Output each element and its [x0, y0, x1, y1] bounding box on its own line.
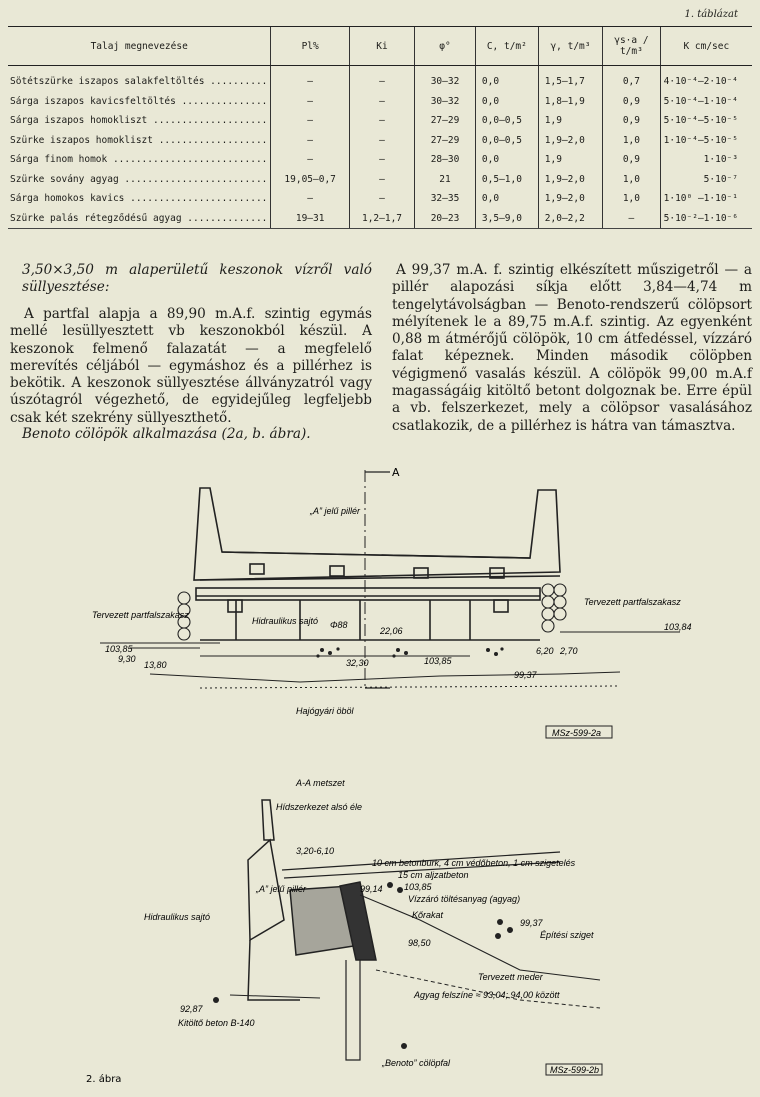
bridge-underside-label: Hídszerkezet alsó éle — [276, 802, 363, 812]
table-cell-gs: 0,7 — [603, 66, 660, 92]
table-row — [8, 66, 752, 92]
fill-concrete-label: Kitöltő beton B-140 — [178, 1018, 255, 1028]
dim-label: 103,84 — [664, 622, 692, 632]
col-header: Pl% — [271, 27, 350, 66]
table-row — [8, 92, 752, 112]
figure-2a-plan — [0, 460, 760, 750]
table-cell-ki: — — [349, 150, 414, 170]
section-heading-benoto: Benoto cölöpök alkalmazása (2a, b. ábra). — [22, 426, 311, 442]
dim-label: 3,20-6,10 — [296, 846, 335, 856]
table-cell-ki: — — [349, 111, 414, 131]
dim-label: 6,20 — [536, 646, 554, 656]
benoto-pile-label: „Benoto” cölöpfal — [382, 1058, 451, 1068]
dim-label: 13,80 — [144, 660, 167, 670]
table-cell-pl: 19,05—0,7 — [271, 170, 350, 190]
table-cell-ki: — — [349, 189, 414, 209]
table-cell-phi: 20—23 — [415, 209, 476, 229]
dim-label: 9,30 — [118, 654, 136, 664]
table-cell-phi: 30—32 — [415, 92, 476, 112]
dim-label: 103,85 — [424, 656, 452, 666]
table-row — [8, 209, 752, 229]
table-cell-k: 5·10⁻²—1·10⁻⁶ — [660, 209, 752, 229]
deck-layers-label: 10 cm betonburk, 4 cm védőbeton, 1 cm szigetelés — [372, 858, 576, 868]
table-row — [8, 150, 752, 170]
table-cell-pl: 19—31 — [271, 209, 350, 229]
table-cell-k: 5·10⁻⁴—5·10⁻⁵ — [660, 111, 752, 131]
subbase-label: 15 cm aljzatbeton — [398, 870, 469, 880]
table-cell-c: 0,0 — [475, 189, 538, 209]
soil-properties-table — [8, 26, 752, 229]
col-header: C, t/m² — [475, 27, 538, 66]
dim-label: 22,06 — [380, 626, 403, 636]
table-cell-k: 5·10⁻⁷ — [660, 170, 752, 190]
dim-label: 98,50 — [408, 938, 431, 948]
table-cell-pl: — — [271, 92, 350, 112]
clay-surface-label: Agyag felszíne ≈ 93,04; 94,00 között — [414, 990, 560, 1000]
col-header: γ, t/m³ — [538, 27, 602, 66]
pier-label-a: „A” jelű pillér — [310, 506, 361, 516]
col-header: γs·a / t/m³ — [603, 27, 660, 66]
table-cell-ki: — — [349, 170, 414, 190]
table-cell-k: 1·10⁻³ — [660, 150, 752, 170]
dim-label: 92,87 — [180, 1004, 203, 1014]
table-cell-c: 0,0—0,5 — [475, 111, 538, 131]
table-cell-c: 0,0 — [475, 92, 538, 112]
table-cell-phi: 27—29 — [415, 131, 476, 151]
dim-label: 103,85 — [105, 644, 133, 654]
table-cell-gs: — — [603, 209, 660, 229]
table-cell-gamma: 1,5—1,7 — [538, 66, 602, 92]
table-cell-ki: — — [349, 92, 414, 112]
table-cell-phi: 30—32 — [415, 66, 476, 92]
table-row — [8, 131, 752, 151]
table-cell-gs: 1,0 — [603, 131, 660, 151]
mound-label: Építési sziget — [540, 930, 594, 940]
col-header: Ki — [349, 27, 414, 66]
dim-label: 99,37 — [520, 918, 543, 928]
col-header: φ° — [415, 27, 476, 66]
bay-label: Hajógyári öböl — [296, 706, 354, 716]
table-cell-k: 5·10⁻⁴—1·10⁻⁴ — [660, 92, 752, 112]
table-cell-phi: 27—29 — [415, 111, 476, 131]
figure-code-2b: MSz-599-2b — [550, 1065, 600, 1075]
table-cell-name: Sárga iszapos homokliszt .................... — [10, 115, 268, 127]
pier-label-b: „A” jelű pillér — [256, 884, 307, 894]
table-row — [8, 189, 752, 209]
table-cell-gs: 0,9 — [603, 150, 660, 170]
dim-label: 2,70 — [560, 646, 578, 656]
table-cell-gamma: 1,9—2,0 — [538, 189, 602, 209]
hydraulic-jack-label-a: Hidraulikus sajtó — [252, 616, 319, 626]
table-cell-gamma: 1,9 — [538, 150, 602, 170]
stone-label: Kőrakat — [412, 910, 444, 920]
table-cell-gamma: 2,0—2,2 — [538, 209, 602, 229]
table-cell-name: Sötétszürke iszapos salakfeltöltés .......... — [10, 76, 268, 88]
figure-number: 2. ábra — [86, 1074, 122, 1085]
hydraulic-jack-label-b: Hidraulikus sajtó — [144, 912, 211, 922]
table-cell-k: 1·10⁻⁴—5·10⁻⁵ — [660, 131, 752, 151]
planned-wall-right: Tervezett partfalszakasz — [584, 597, 681, 607]
table-cell-phi: 32—35 — [415, 189, 476, 209]
table-cell-phi: 21 — [415, 170, 476, 190]
table-cell-name: Sárga finom homok ........................... — [10, 154, 268, 166]
table-cell-c: 0,0—0,5 — [475, 131, 538, 151]
figure-code-2a: MSz-599-2a — [552, 728, 602, 738]
section-heading-caissons: 3,50×3,50 m alaperületű keszonok vízről való süllyesztése: — [22, 262, 372, 296]
table-cell-k: 4·10⁻⁴—2·10⁻⁴ — [660, 66, 752, 92]
table-cell-pl: — — [271, 66, 350, 92]
table-cell-name: Szürke sovány agyag ......................... — [10, 173, 268, 185]
col-header: K cm/sec — [660, 27, 752, 66]
table-cell-gs: 0,9 — [603, 92, 660, 112]
table-header-row — [8, 27, 752, 66]
table-cell-pl: — — [271, 189, 350, 209]
table-cell-gs: 1,0 — [603, 189, 660, 209]
table-cell-gs: 0,9 — [603, 111, 660, 131]
table-cell-c: 3,5—9,0 — [475, 209, 538, 229]
table-cell-name: Sárga homokos kavics ........................ — [10, 193, 268, 205]
dim-label: Φ88 — [330, 620, 348, 630]
table-cell-pl: — — [271, 150, 350, 170]
dim-label: 103,85 — [404, 882, 432, 892]
table-row — [8, 111, 752, 131]
table-cell-name: Sárga iszapos kavicsfeltöltés ............... — [10, 95, 268, 107]
col-header: Talaj megnevezése — [8, 27, 271, 66]
figure-2b-section — [0, 770, 760, 1090]
planned-wall-left: Tervezett partfalszakasz — [92, 610, 189, 620]
table-cell-ki: — — [349, 131, 414, 151]
table-cell-c: 0,0 — [475, 150, 538, 170]
fill-material-label: Vízzáró töltésanyag (agyag) — [408, 894, 521, 904]
table-cell-ki: — — [349, 66, 414, 92]
paragraph-benoto: A 99,37 m.A. f. szintig elkészített műszigetről — a pillér alapozási síkja előtt 3,84—4,74 m tengelytávolságban — Benoto-rendszerű cölöpsort mélyítenek le a 89,75 m.A.f. szintig. Az egyenként 0,88 m átmérőjű cölöpök, 10 cm átfedéssel, vízzáró falat képeznek. Minden második cölöpben végigmenő vasalás készül. A cölöpök 99,00 m.A.f magasságáig kitöltő betont dolgoznak be. Erre épül a vb. felszerkezet, mely a cölöpsor vasalásához csatlakozik, de a pillérhez is hátra van támasztva. — [392, 262, 752, 434]
table-cell-pl: — — [271, 131, 350, 151]
paragraph-caissons: A partfal alapja a 89,90 m.A.f. szintig egymás mellé lesüllyesztett vb keszonokból készül. A keszonok felmenő falazatát — a megfelelő merevítés céljából — egymáshoz és a pillérhez is bekötik. A keszonok süllyesztése állványzatról vagy úszótagról végezhető, de egyidejűleg legfeljebb csak két szekrény süllyeszthető. — [10, 306, 372, 426]
table-cell-gamma: 1,9—2,0 — [538, 170, 602, 190]
table-caption: 1. táblázat — [684, 9, 738, 20]
table-cell-gamma: 1,9—2,0 — [538, 131, 602, 151]
planned-bed-label: Tervezett meder — [478, 972, 543, 982]
table-cell-ki: 1,2—1,7 — [349, 209, 414, 229]
dim-label: 32,30 — [346, 658, 369, 668]
dim-label: 99,14 — [360, 884, 383, 894]
table-cell-gamma: 1,8—1,9 — [538, 92, 602, 112]
table-cell-name: Szürke iszapos homokliszt ................... — [10, 134, 268, 146]
table-cell-k: 1·10⁰ —1·10⁻¹ — [660, 189, 752, 209]
table-cell-c: 0,0 — [475, 66, 538, 92]
table-row — [8, 170, 752, 190]
dim-label: 99,37 — [514, 670, 537, 680]
table-cell-pl: — — [271, 111, 350, 131]
section-title: A-A metszet — [296, 778, 345, 788]
table-cell-c: 0,5—1,0 — [475, 170, 538, 190]
table-cell-name: Szürke palás rétegződésű agyag .............. — [8, 209, 271, 229]
section-mark-a: A — [392, 466, 400, 479]
table-cell-phi: 28—30 — [415, 150, 476, 170]
table-cell-gs: 1,0 — [603, 170, 660, 190]
table-cell-gamma: 1,9 — [538, 111, 602, 131]
